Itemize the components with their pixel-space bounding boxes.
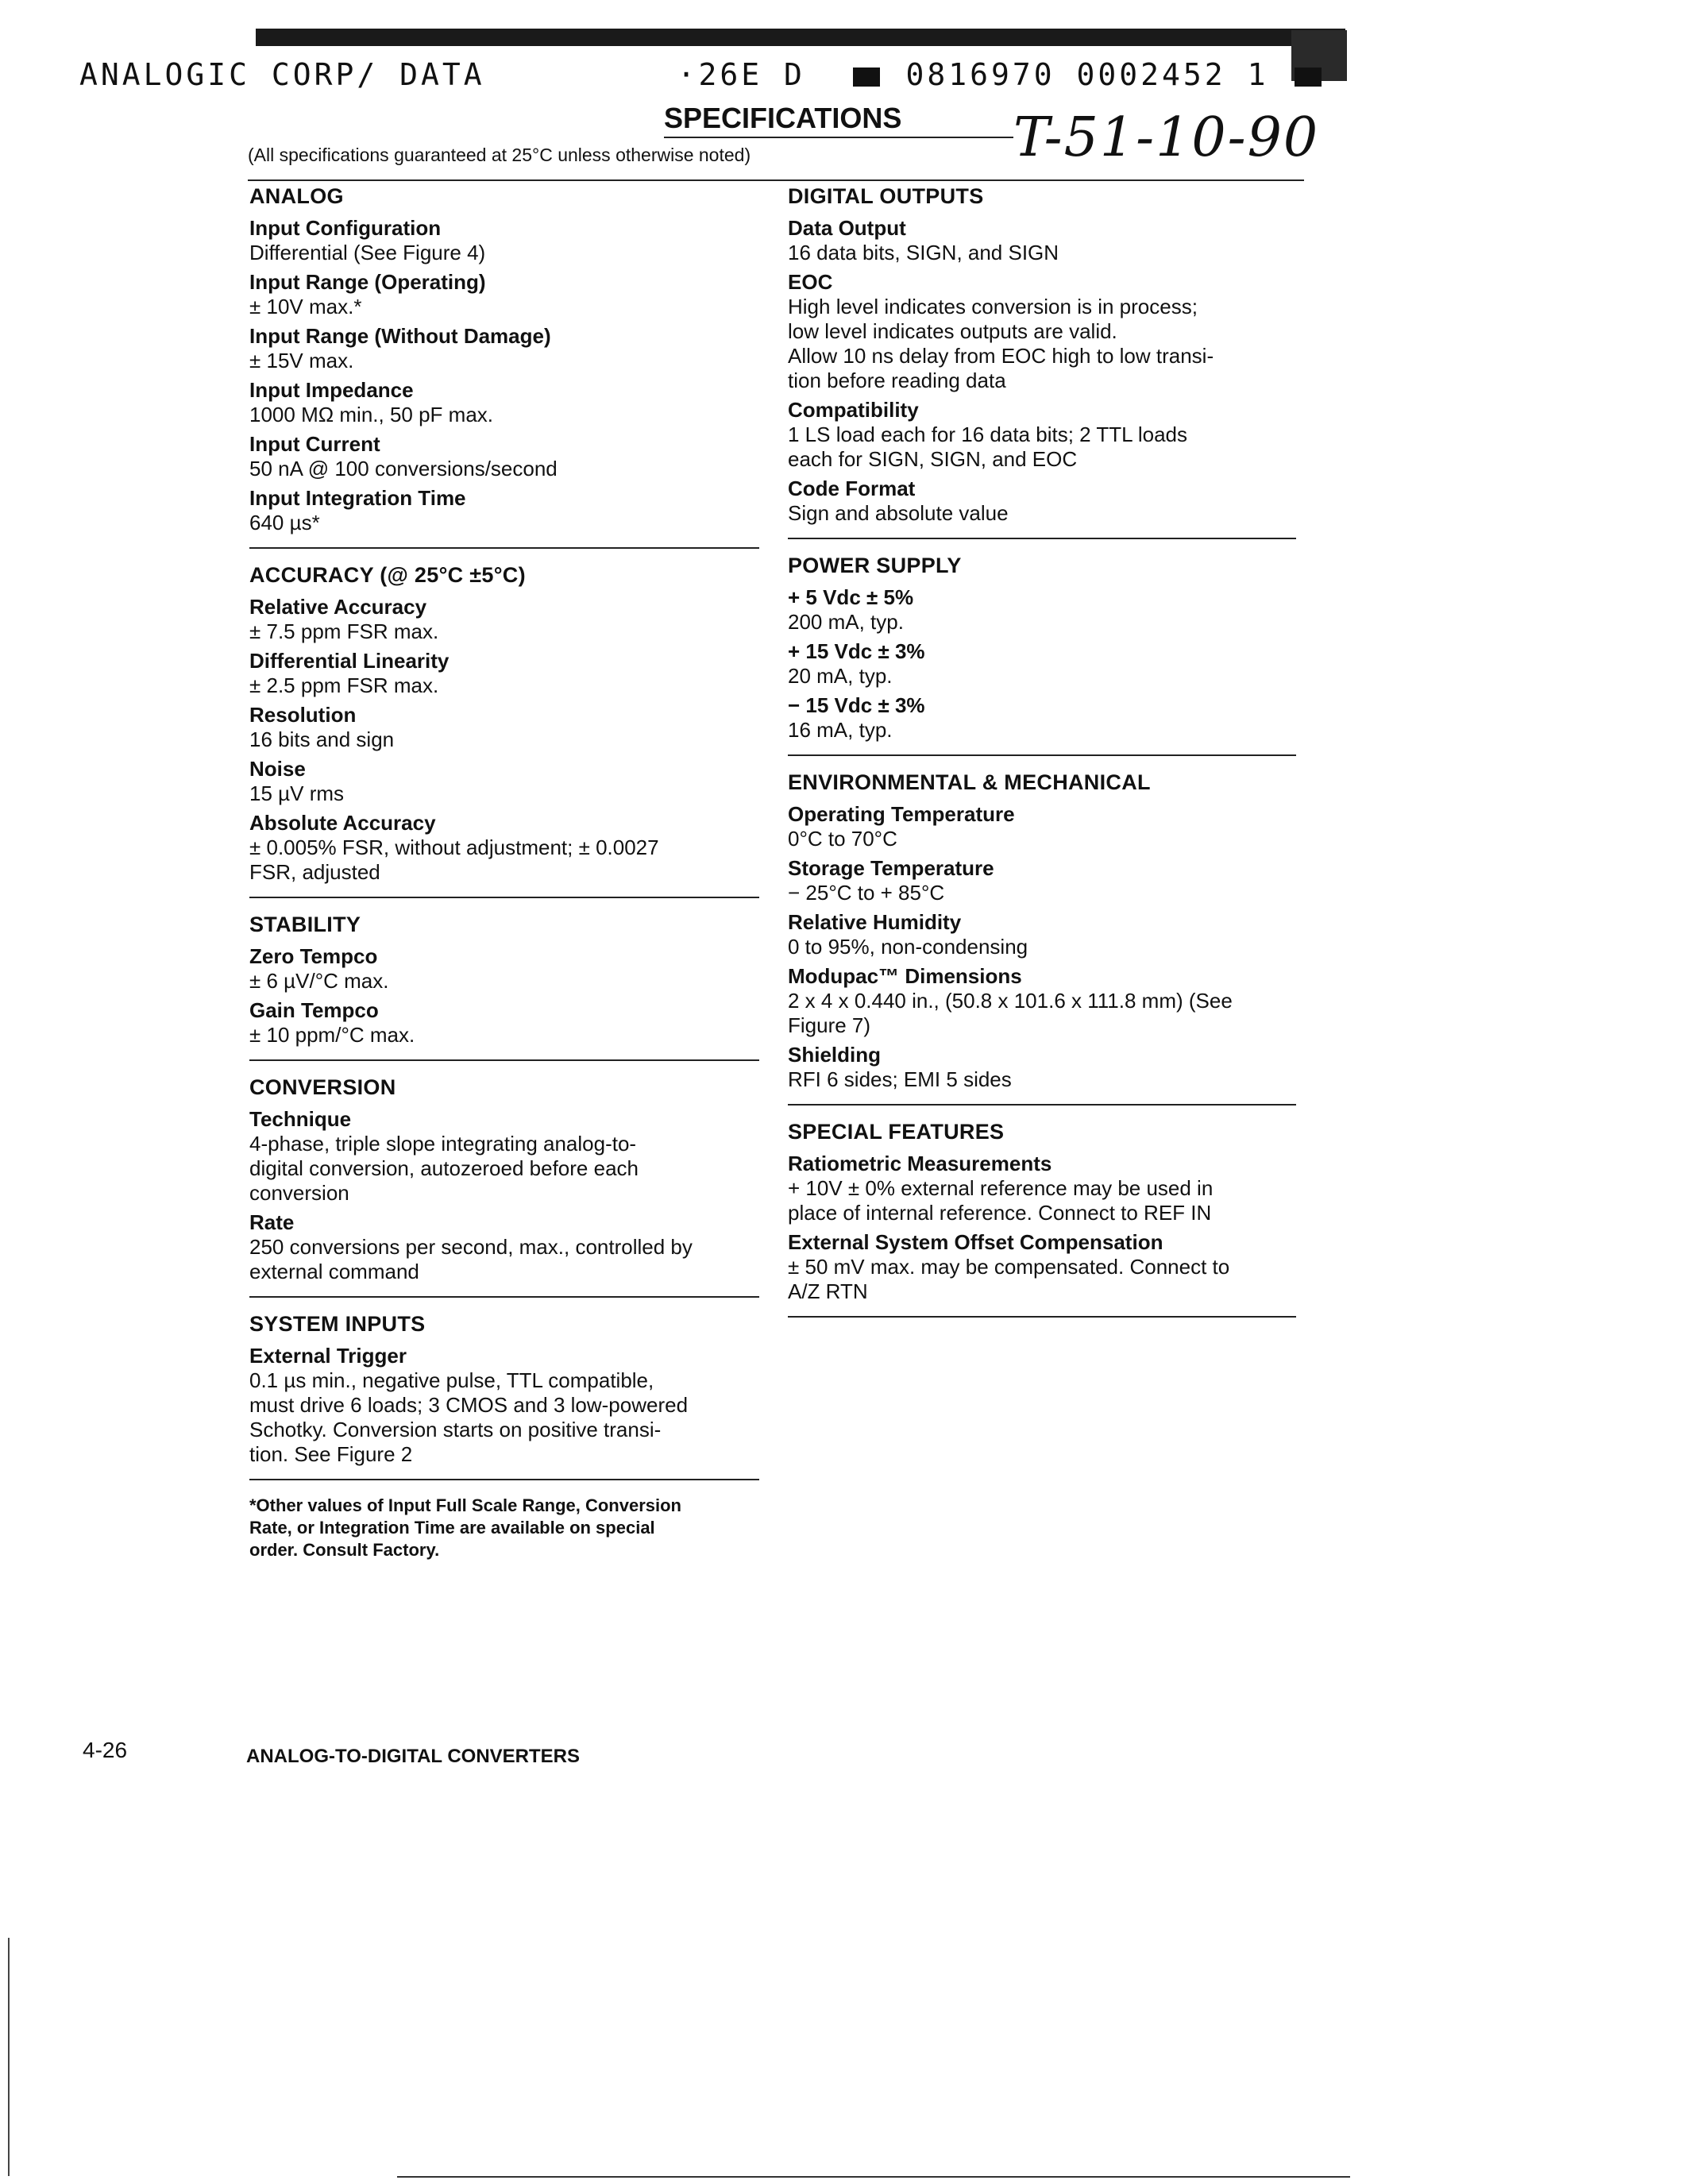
left-column (249, 184, 759, 1561)
footer-section-title: ANALOG-TO-DIGITAL CONVERTERS (246, 1746, 580, 1767)
header-code: 26E D (698, 57, 805, 92)
spec-item (249, 1106, 759, 1206)
spec-item (788, 397, 1296, 472)
section-title: POWER SUPPLY (788, 554, 962, 577)
section-title: STABILITY (249, 913, 361, 936)
spec-item (249, 756, 759, 806)
spec-value: − 25°C to + 85°C (788, 881, 945, 905)
scan-top-bar (256, 29, 1345, 46)
spec-label: Input Impedance (249, 378, 414, 402)
spec-item (788, 1151, 1296, 1225)
spec-value: 250 conversions per second, max., controlled by external command (249, 1235, 693, 1283)
section-title: CONVERSION (249, 1075, 396, 1099)
spec-value: 4-phase, triple slope integrating analog-to- digital conversion, autozeroed before each conversion (249, 1132, 639, 1205)
subtitle-rule (248, 179, 1304, 181)
spec-label: Noise (249, 757, 306, 781)
spec-value: 20 mA, typ. (788, 664, 893, 688)
spec-label: Zero Tempco (249, 944, 378, 968)
spec-label: Storage Temperature (788, 856, 994, 880)
spec-item (249, 269, 759, 319)
spec-value: 0°C to 70°C (788, 827, 897, 851)
spec-item (788, 801, 1296, 851)
spec-item (788, 963, 1296, 1038)
spec-value: 0.1 µs min., negative pulse, TTL compatible, must drive 6 loads; 3 CMOS and 3 low-powered Schotky. Conversion starts on positive transi- tion. See Figure 2 (249, 1368, 689, 1466)
spec-item (788, 476, 1296, 526)
section-title: DIGITAL OUTPUTS (788, 184, 984, 208)
spec-item (788, 215, 1296, 265)
doc-numbers: 0816970 0002452 1 (905, 57, 1269, 92)
spec-item (788, 585, 1296, 635)
spec-value: Sign and absolute value (788, 501, 1009, 525)
spec-value: 50 nA @ 100 conversions/second (249, 457, 558, 480)
spec-item (249, 702, 759, 752)
spec-item (788, 855, 1296, 905)
spec-value: ± 50 mV max. may be compensated. Connect to A/Z RTN (788, 1255, 1230, 1303)
spec-item (249, 810, 759, 885)
black-block-icon (1295, 68, 1322, 87)
section-title: ENVIRONMENTAL & MECHANICAL (788, 770, 1151, 794)
spec-label: Resolution (249, 703, 357, 727)
spec-item (249, 377, 759, 427)
spec-value: 15 µV rms (249, 781, 345, 805)
spec-value: Differential (See Figure 4) (249, 241, 486, 264)
spec-section (249, 1075, 759, 1298)
spec-value: High level indicates conversion is in process; low level indicates outputs are valid. Allow 10 ns delay from EOC high to low transi- tion before reading data (788, 295, 1214, 392)
spec-value: ± 15V max. (249, 349, 354, 372)
spec-label: Relative Humidity (788, 910, 962, 934)
spec-item (249, 1210, 759, 1284)
spec-label: Relative Accuracy (249, 595, 427, 619)
spec-item (249, 215, 759, 265)
right-column (788, 184, 1296, 1332)
handwritten-code: T-51-10-90 (1013, 106, 1320, 169)
spec-item (788, 909, 1296, 959)
spec-label: Code Format (788, 477, 916, 500)
spec-label: Modupac™ Dimensions (788, 964, 1022, 988)
spec-value: 16 mA, typ. (788, 718, 893, 742)
section-title: ACCURACY (@ 25°C ±5°C) (249, 563, 526, 587)
spec-value: 16 data bits, SIGN, and SIGN (788, 241, 1059, 264)
spec-label: + 5 Vdc ± 5% (788, 585, 914, 609)
spec-label: External Trigger (249, 1344, 407, 1368)
spec-item (249, 943, 759, 994)
spec-value: ± 7.5 ppm FSR max. (249, 619, 439, 643)
spec-section (788, 1120, 1296, 1318)
black-block-icon (853, 68, 880, 87)
spec-label: Input Current (249, 432, 380, 456)
footnote: *Other values of Input Full Scale Range, Conversion Rate, or Integration Time are available on special order. Consult Factory. (249, 1495, 681, 1560)
spec-label: EOC (788, 270, 833, 294)
section-title: SPECIAL FEATURES (788, 1120, 1005, 1144)
spec-label: Differential Linearity (249, 649, 450, 673)
spec-value: ± 10V max.* (249, 295, 362, 318)
spec-item (249, 431, 759, 481)
spec-value: ± 10 ppm/°C max. (249, 1023, 415, 1047)
page-title: SPECIFICATIONS (664, 102, 902, 134)
spec-item (788, 1042, 1296, 1092)
spec-label: Input Range (Operating) (249, 270, 486, 294)
spec-label: Absolute Accuracy (249, 811, 436, 835)
spec-value: ± 2.5 ppm FSR max. (249, 673, 439, 697)
scan-bottom-line (397, 2176, 1350, 2178)
section-title: SYSTEM INPUTS (249, 1312, 426, 1336)
spec-value: 200 mA, typ. (788, 610, 904, 634)
section-title: ANALOG (249, 184, 344, 208)
spec-value: + 10V ± 0% external reference may be used in place of internal reference. Connect to REF IN (788, 1176, 1214, 1225)
spec-value: ± 0.005% FSR, without adjustment; ± 0.0027 FSR, adjusted (249, 835, 659, 884)
spec-item (249, 1343, 759, 1467)
spec-section (788, 770, 1296, 1106)
spec-label: Rate (249, 1210, 295, 1234)
spec-value: 640 µs* (249, 511, 320, 534)
spec-label: Input Integration Time (249, 486, 466, 510)
spec-item (788, 269, 1296, 393)
spec-item (788, 639, 1296, 689)
spec-item (249, 594, 759, 644)
company-name: ANALOGIC CORP/ DATA (79, 57, 485, 92)
spec-label: Data Output (788, 216, 906, 240)
spec-section (249, 913, 759, 1061)
spec-item (788, 693, 1296, 743)
spec-section (249, 184, 759, 549)
spec-value: RFI 6 sides; EMI 5 sides (788, 1067, 1012, 1091)
spec-value: 0 to 95%, non-condensing (788, 935, 1028, 959)
spec-label: Gain Tempco (249, 998, 379, 1022)
spec-item (249, 485, 759, 535)
spec-label: Operating Temperature (788, 802, 1015, 826)
subtitle: (All specifications guaranteed at 25°C unless otherwise noted) (248, 145, 751, 165)
page-number: 4-26 (83, 1738, 128, 1762)
spec-label: Input Range (Without Damage) (249, 324, 551, 348)
spec-item (788, 1229, 1296, 1304)
spec-section (249, 563, 759, 898)
spec-section (249, 1312, 759, 1480)
document-header: ANALOGIC CORP/ DATA ·26E D 0816970 0002452 1 (79, 57, 1318, 92)
spec-section (788, 184, 1296, 539)
spec-item (249, 648, 759, 698)
spec-item (249, 997, 759, 1048)
spec-label: Technique (249, 1107, 352, 1131)
spec-section (788, 554, 1296, 756)
spec-value: 16 bits and sign (249, 727, 395, 751)
title-underline (664, 137, 1013, 138)
scan-margin-line (8, 1938, 10, 2176)
spec-label: − 15 Vdc ± 3% (788, 693, 925, 717)
spec-label: External System Offset Compensation (788, 1230, 1163, 1254)
spec-value: ± 6 µV/°C max. (249, 969, 389, 993)
spec-label: Input Configuration (249, 216, 442, 240)
spec-label: + 15 Vdc ± 3% (788, 639, 925, 663)
spec-label: Ratiometric Measurements (788, 1152, 1052, 1175)
spec-value: 1 LS load each for 16 data bits; 2 TTL loads each for SIGN, SIGN, and EOC (788, 423, 1187, 471)
spec-value: 2 x 4 x 0.440 in., (50.8 x 101.6 x 111.8 mm) (See Figure 7) (788, 989, 1233, 1037)
spec-value: 1000 MΩ min., 50 pF max. (249, 403, 493, 426)
spec-label: Compatibility (788, 398, 919, 422)
spec-label: Shielding (788, 1043, 881, 1067)
spec-item (249, 323, 759, 373)
